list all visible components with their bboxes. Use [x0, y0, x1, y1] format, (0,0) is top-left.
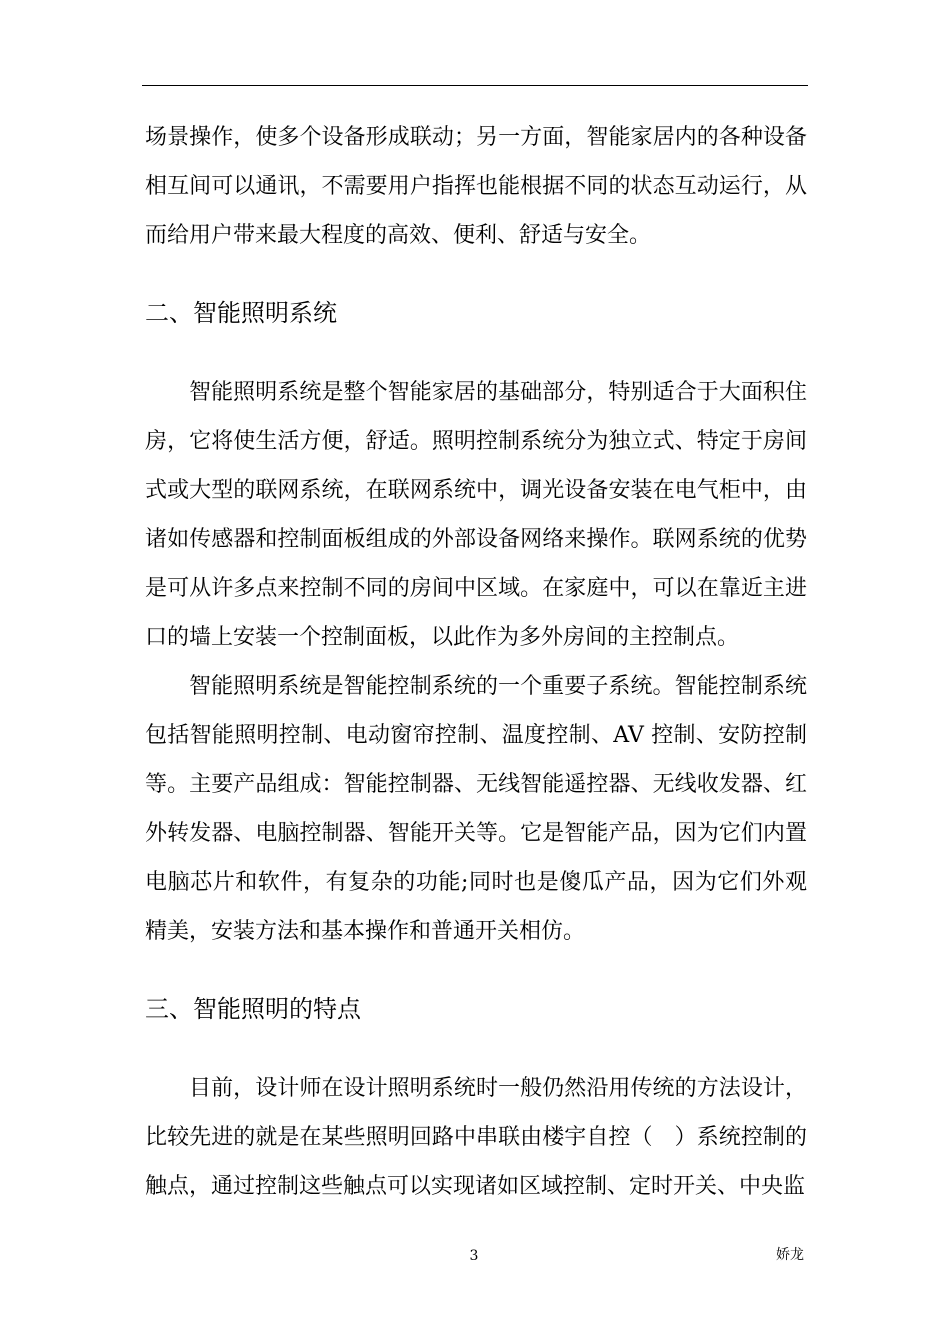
header-rule — [142, 85, 808, 86]
paragraph-intro: 场景操作，使多个设备形成联动；另一方面，智能家居内的各种设备相互间可以通讯，不需要用户指挥也能根据不同的状态互动运行，从而给用户带来最大程度的高效、便利、舒适与安全。 — [145, 125, 807, 248]
section-heading-3: 三、智能照明的特点 — [145, 995, 361, 1023]
page-number: 3 — [469, 1248, 479, 1264]
paragraph-3a: 目前，设计师在设计照明系统时一般仍然沿用传统的方法设计，比较先进的就是在某些照明回路中串联由楼宇自控（ ）系统控制的触点，通过控制这些触点可以实现诸如区域控制、定时开关、中央监 — [145, 1076, 807, 1199]
document-body — [145, 113, 807, 1211]
paragraph-2a: 智能照明系统是整个智能家居的基础部分，特别适合于大面积住房，它将使生活方便，舒适。照明控制系统分为独立式、特定于房间式或大型的联网系统，在联网系统中，调光设备安装在电气柜中，由诸如传感器和控制面板组成的外部设备网络来操作。联网系统的优势是可从许多点来控制不同的房间中区域。在家庭中，可以在靠近主进口的墙上安装一个控制面板，以此作为多外房间的主控制点。 — [145, 380, 807, 650]
paragraph-2b: 智能照明系统是智能控制系统的一个重要子系统。智能控制系统包括智能照明控制、电动窗帘控制、温度控制、AV 控制、安防控制等。主要产品组成：智能控制器、无线智能遥控器、无线收发器、红外转发器、电脑控制器、智能开关等。它是智能产品，因为它们内置电脑芯片和软件，有复杂的功能;同时也是傻瓜产品，因为它们外观精美，安装方法和基本操作和普通开关相仿。 — [145, 674, 807, 944]
footer-author: 娇龙 — [776, 1247, 804, 1263]
section-heading-2: 二、智能照明系统 — [145, 299, 337, 327]
